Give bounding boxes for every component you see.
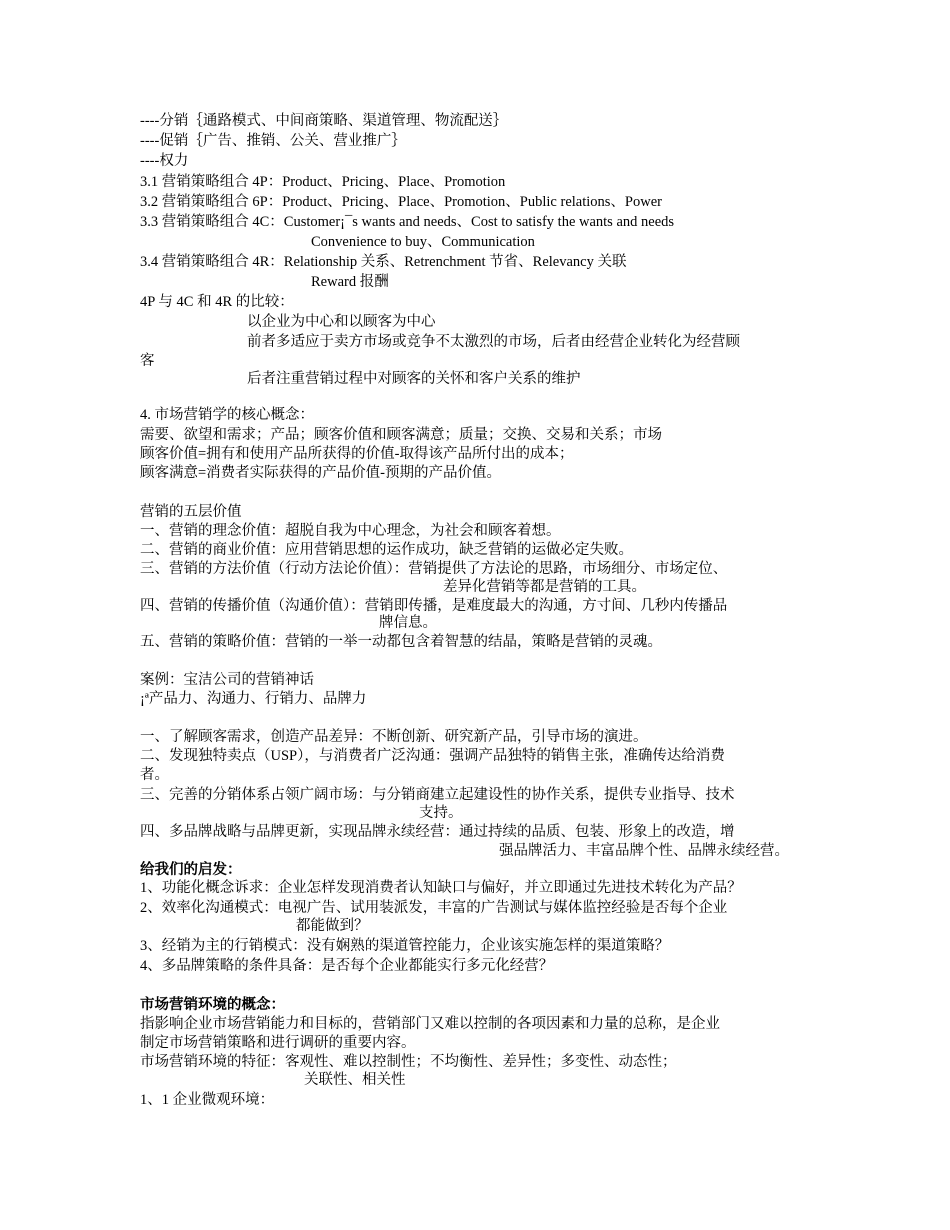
value-item-1: 一、营销的理念价值：超脱自我为中心理念，为社会和顾客着想。 [140, 523, 561, 539]
customer-satisfaction-definition: 顾客满意=消费者实际获得的产品价值-预期的产品价值。 [140, 465, 502, 481]
insight-2-continued: 都能做到？ [296, 918, 369, 934]
power-line: ----权力 [140, 153, 189, 169]
value-item-4-continued: 牌信息。 [379, 615, 437, 631]
environment-concept-body: 指影响企业市场营销能力和目标的，营销部门又难以控制的各项因素和力量的总称，是企业 [140, 1016, 720, 1032]
five-values-heading: 营销的五层价值 [140, 504, 242, 520]
comparison-point-2: 前者多适应于卖方市场或竞争不太激烈的市场，后者由经营企业转化为经营顾 [247, 334, 740, 350]
core-concepts-heading: 4. 市场营销学的核心概念： [140, 407, 314, 423]
case-point-2: 二、发现独特卖点（USP），与消费者广泛沟通：强调产品独特的销售主张，准确传达给消费 [140, 748, 725, 764]
case-point-3: 三、完善的分销体系占领广阔市场：与分销商建立起建设性的协作关系，提供专业指导、技术 [140, 787, 735, 803]
case-point-1: 一、了解顾客需求，创造产品差异：不断创新、研究新产品，引导市场的演进。 [140, 729, 648, 745]
case-point-2-continued: 者。 [140, 767, 169, 783]
value-item-4: 四、营销的传播价值（沟通价值）：营销即传播，是难度最大的沟通，方寸间、几秒内传播品 [140, 598, 728, 614]
comparison-heading: 4P 与 4C 和 4R 的比较： [140, 294, 294, 310]
value-item-2: 二、营销的商业价值：应用营销思想的运作成功，缺乏营销的运做必定失败。 [140, 542, 633, 558]
insight-2: 2、效率化沟通模式：电视广告、试用装派发，丰富的广告测试与媒体监控经验是否每个企业 [140, 900, 728, 916]
value-item-5: 五、营销的策略价值：营销的一举一动都包含着智慧的结晶，策略是营销的灵魂。 [140, 634, 662, 650]
distribution-line: ----分销｛通路模式、中间商策略、渠道管理、物流配送｝ [140, 113, 508, 129]
value-item-3: 三、营销的方法价值（行动方法论价值）：营销提供了方法论的思路，市场细分、市场定位、 [140, 561, 728, 577]
case-point-4: 四、多品牌战略与品牌更新，实现品牌永续经营：通过持续的品质、包装、形象上的改造，增 [140, 824, 735, 840]
comparison-point-3: 后者注重营销过程中对顾客的关怀和客户关系的维护 [247, 371, 581, 387]
comparison-point-1: 以企业为中心和以顾客为中心 [247, 314, 436, 330]
environment-features: 市场营销环境的特征：客观性、难以控制性；不均衡性、差异性；多变性、动态性； [140, 1054, 677, 1070]
micro-environment-heading: 1、1 企业微观环境： [140, 1092, 275, 1108]
insights-heading: 给我们的启发： [140, 862, 242, 878]
item-3-4-continued: Reward 报酬 [311, 274, 389, 290]
insight-4: 4、多品牌策略的条件具备：是否每个企业都能实行多元化经营？ [140, 958, 554, 974]
insight-3: 3、经销为主的行销模式：没有娴熟的渠道管控能力，企业该实施怎样的渠道策略？ [140, 938, 670, 954]
item-3-1: 3.1 营销策略组合 4P：Product、Pricing、Place、Promotion [140, 174, 506, 190]
environment-concept-body-continued: 制定市场营销策略和进行调研的重要内容。 [140, 1035, 416, 1051]
item-3-3-continued: Convenience to buy、Communication [311, 234, 535, 250]
insight-1: 1、功能化概念诉求：企业怎样发现消费者认知缺口与偏好，并立即通过先进技术转化为产品？ [140, 880, 742, 896]
case-subtitle: ¡ª产品力、沟通力、行销力、品牌力 [140, 691, 367, 707]
item-3-3: 3.3 营销策略组合 4C：Customer¡¯s wants and needs、Cost to satisfy the wants and needs [140, 214, 675, 230]
item-3-2: 3.2 营销策略组合 6P：Product、Pricing、Place、Promotion、Public relations、Power [140, 194, 662, 210]
comparison-point-2-continued: 客 [140, 353, 155, 369]
value-item-3-continued: 差异化营销等都是营销的工具。 [443, 579, 646, 595]
item-3-4: 3.4 营销策略组合 4R：Relationship 关系、Retrenchment 节省、Relevancy 关联 [140, 254, 627, 270]
case-heading: 案例：宝洁公司的营销神话 [140, 672, 314, 688]
case-point-3-continued: 支持。 [419, 805, 463, 821]
case-point-4-continued: 强品牌活力、丰富品牌个性、品牌永续经营。 [499, 843, 789, 859]
environment-features-continued: 关联性、相关性 [304, 1072, 406, 1088]
environment-concept-heading: 市场营销环境的概念： [140, 997, 285, 1013]
promotion-line: ----促销｛广告、推销、公关、营业推广｝ [140, 133, 406, 149]
customer-value-definition: 顾客价值=拥有和使用产品所获得的价值-取得该产品所付出的成本； [140, 446, 574, 462]
core-concepts-list: 需要、欲望和需求；产品；顾客价值和顾客满意；质量；交换、交易和关系；市场 [140, 427, 662, 443]
